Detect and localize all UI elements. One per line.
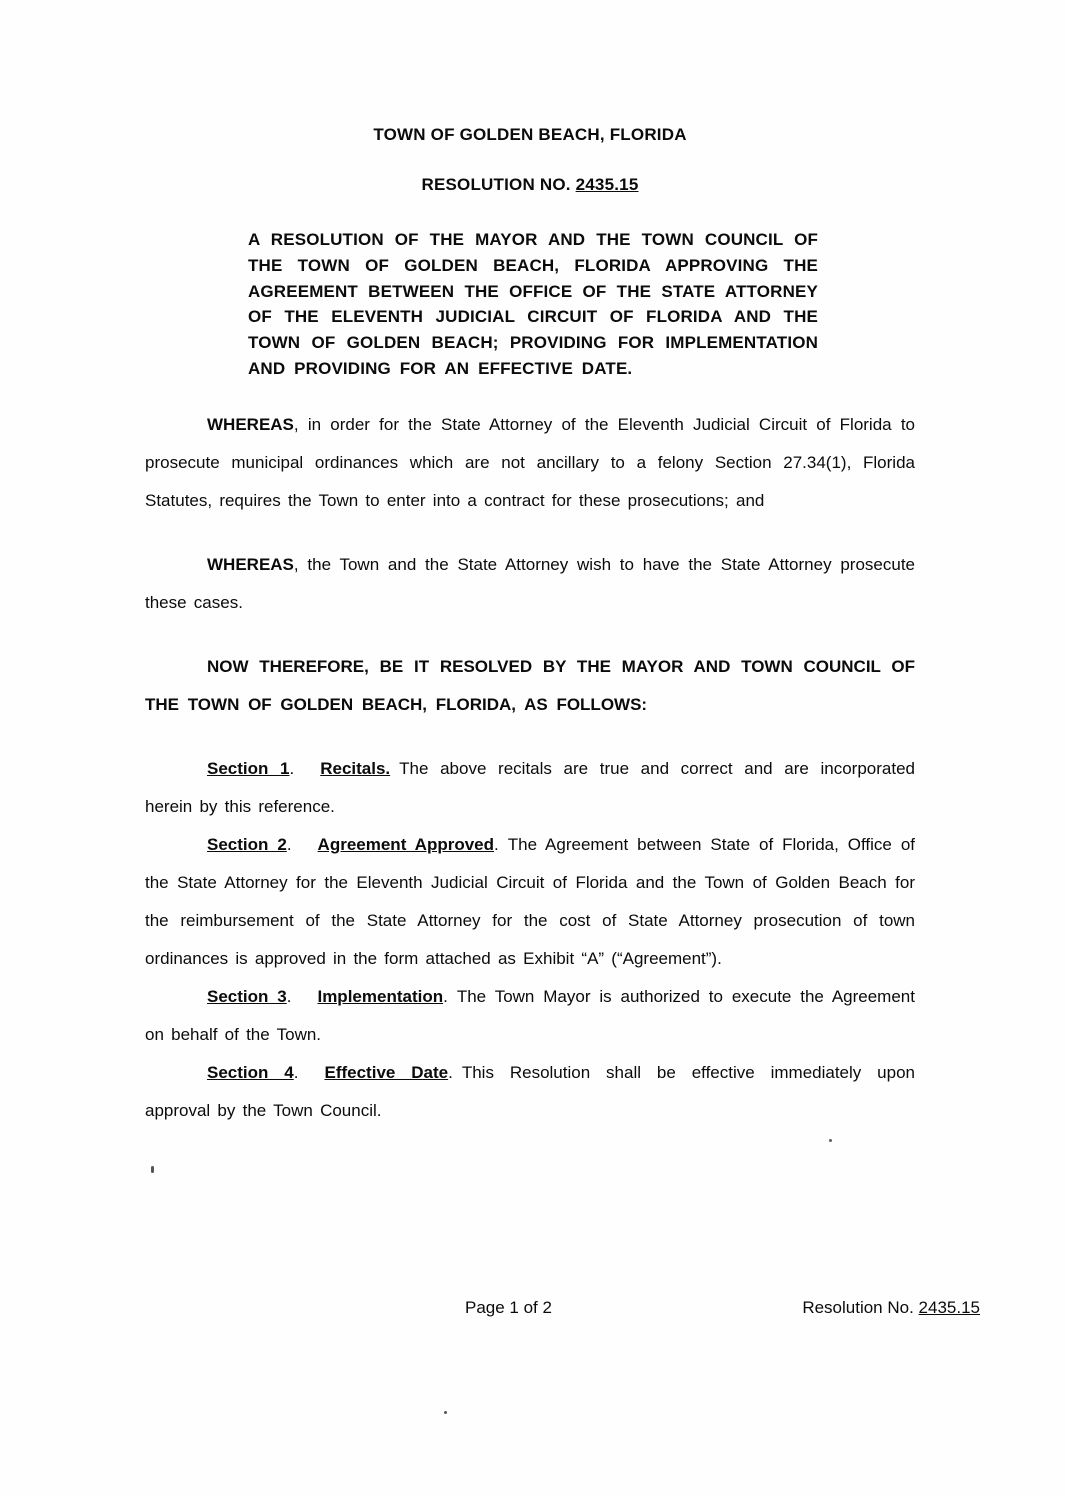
section-4-heading: Effective Date [324,1062,449,1082]
section-4-body: This Resolution shall be effective immediately upon approval by the Town Council. [145,1062,915,1120]
resolution-number-line [145,175,915,195]
resolution-label: RESOLUTION NO. [421,175,576,194]
section-3-label: Section 3 [207,986,287,1006]
whereas-clause-2 [145,546,915,622]
whereas-clause-1 [145,406,915,520]
section-heading-suffix: . [443,986,448,1006]
document-title: TOWN OF GOLDEN BEACH, FLORIDA [373,125,687,144]
footer-resolution-label: Resolution No. [802,1298,919,1317]
resolved-clause: NOW THEREFORE, BE IT RESOLVED BY THE MAYOR AND TOWN COUNCIL OF THE TOWN OF GOLDEN BEACH, FLORIDA, AS FOLLOWS: [145,656,915,714]
scan-artifact-dot [829,1139,832,1142]
footer-resolution-value: 2435.15 [918,1298,980,1317]
section-separator: . [286,986,292,1006]
section-3-heading: Implementation [317,986,444,1006]
footer-resolution-number [802,1298,980,1318]
whereas-body: , in order for the State Attorney of the Eleventh Judicial Circuit of Florida to prosecute municipal ordinances which are not ancillary to a felony Section 27.34(1), Florida Statutes, requires the Town to enter into a contract for these prosecutions; and [145,414,915,510]
whereas-lead: WHEREAS [207,554,294,574]
section-heading-suffix: . [448,1062,453,1082]
section-2-paragraph [145,826,915,978]
section-2-heading: Agreement Approved [317,834,495,854]
section-1-body: The above recitals are true and correct and are incorporated herein by this reference. [145,758,915,816]
whereas-lead: WHEREAS [207,414,294,434]
whereas-body: , the Town and the State Attorney wish to have the State Attorney prosecute these cases. [145,554,915,612]
section-heading-suffix: . [494,834,499,854]
resolution-number: 2435.15 [575,175,639,194]
section-4-paragraph [145,1054,915,1130]
section-1-heading: Recitals. [320,758,391,778]
document-content [145,0,915,1130]
section-1-paragraph [145,750,915,826]
section-3-paragraph [145,978,915,1054]
section-separator: . [286,834,292,854]
section-1-label: Section 1 [207,758,290,778]
resolution-preamble: A RESOLUTION OF THE MAYOR AND THE TOWN COUNCIL OF THE TOWN OF GOLDEN BEACH, FLORIDA APPROVING THE AGREEMENT BETWEEN THE OFFICE OF THE STATE ATTORNEY OF THE ELEVENTH JUDICIAL CIRCUIT OF FLORIDA AND THE TOWN OF GOLDEN BEACH; PROVIDING FOR IMPLEMENTATION AND PROVIDING FOR AN EFFECTIVE DATE. [248,230,818,378]
section-separator: . [289,758,295,778]
section-2-body: The Agreement between State of Florida, Office of the State Attorney for the Eleventh Judicial Circuit of Florida and the Town of Golden Beach for the reimbursement of the State Attorney for the cost of State Attorney prosecution of town ordinances is approved in the form attached as Exhibit “A” (“Agreement”). [145,834,915,968]
scan-artifact-dot [444,1411,447,1414]
section-separator: . [293,1062,299,1082]
footer-page-number: Page 1 of 2 [465,1298,552,1317]
section-3-body: The Town Mayor is authorized to execute the Agreement on behalf of the Town. [145,986,915,1044]
section-4-label: Section 4 [207,1062,294,1082]
section-2-label: Section 2 [207,834,287,854]
scan-artifact-comma [151,1166,154,1173]
